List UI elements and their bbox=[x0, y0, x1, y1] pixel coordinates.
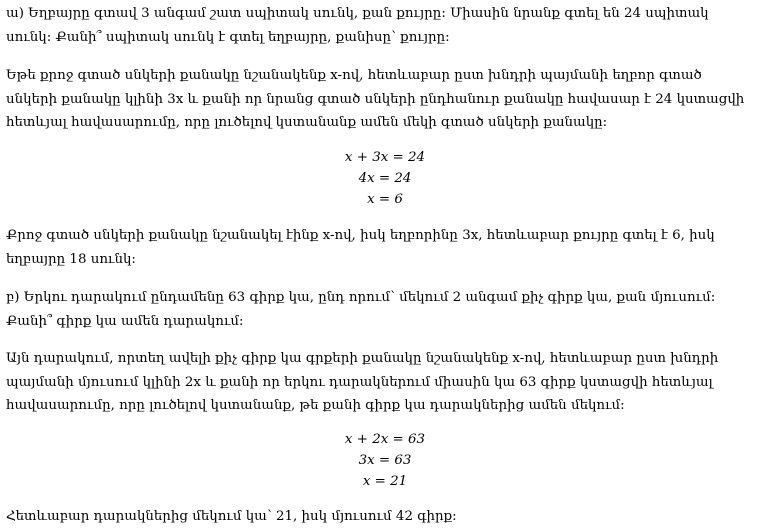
text-line: հետևյալ հավասարումը, որը լուծելով կստանանք ամեն մեկի գտած սնկերի քանակը: bbox=[6, 115, 608, 130]
text-line: Եթե քրոջ գտած սնկերի քանակը նշանակենք x-ով, հետևաբար ըստ խնդրի պայմանի եղբոր գտած bbox=[6, 68, 702, 83]
equation-line: 3x = 63 bbox=[358, 453, 412, 468]
text-line: Հետևաբար դարակներից մեկում կա՝ 21, իսկ մյուսում 42 գիրք: bbox=[6, 509, 457, 524]
problem-a-text bbox=[6, 2, 764, 49]
equation-line: x = 6 bbox=[367, 192, 403, 207]
equation-block-a bbox=[6, 147, 764, 210]
text-line: բ) Երկու դարակում ընդամենը 63 գիրք կա, ընդ որում՝ մեկում 2 անգամ քիչ գիրք կա, քան մյուսում: bbox=[6, 290, 716, 305]
text-line: պայմանի մյուսում կլինի 2x և քանի որ երկու դարակներում միասին կա 63 գիրք կստացվի հետևյալ bbox=[6, 374, 713, 390]
text-line: սունկ: Քանի՞ սպիտակ սունկ է գտել եղբայրը, քանիսը՝ քույրը: bbox=[6, 29, 450, 45]
equation-line: x = 21 bbox=[362, 474, 408, 489]
text-line: Այն դարակում, որտեղ ավելի քիչ գիրք կա գրքերի քանակը նշանակենք x-ով, հետևաբար ըստ խնդրի bbox=[6, 351, 719, 366]
text-line: եղբայրը 18 սունկ: bbox=[6, 251, 136, 267]
answer-b-text bbox=[6, 505, 764, 529]
explanation-a-text bbox=[6, 64, 764, 135]
text-line: ա) Եղբայրը գտավ 3 անգամ շատ սպիտակ սունկ, քան քույրը: Միասին նրանք գտել են 24 սպիտակ bbox=[6, 6, 709, 21]
answer-a-text bbox=[6, 224, 764, 271]
equation-block-b bbox=[6, 429, 764, 492]
text-line: Քրոջ գտած սնկերի քանակը նշանակել էինք x-ով, իսկ եղբորինը 3x, հետևաբար քույրը գտել է 6, իսկ bbox=[6, 228, 715, 243]
equation-line: x + 3x = 24 bbox=[344, 150, 426, 165]
text-line: Քանի՞ գիրք կա ամեն դարակում: bbox=[6, 313, 244, 329]
text-line: հավասարումը, որը լուծելով կստանանք, թե քանի գիրք կա դարակներից ամեն մեկում: bbox=[6, 398, 625, 413]
text-line: սնկերի քանակը կլինի 3x և քանի որ նրանց գտած սնկերի ընդհանուր քանակը հավասար է 24 կստացվի bbox=[6, 91, 745, 107]
problem-b-text bbox=[6, 286, 764, 333]
equation-line: 4x = 24 bbox=[358, 171, 412, 186]
equation-line: x + 2x = 63 bbox=[344, 432, 426, 447]
explanation-b-text bbox=[6, 347, 764, 418]
